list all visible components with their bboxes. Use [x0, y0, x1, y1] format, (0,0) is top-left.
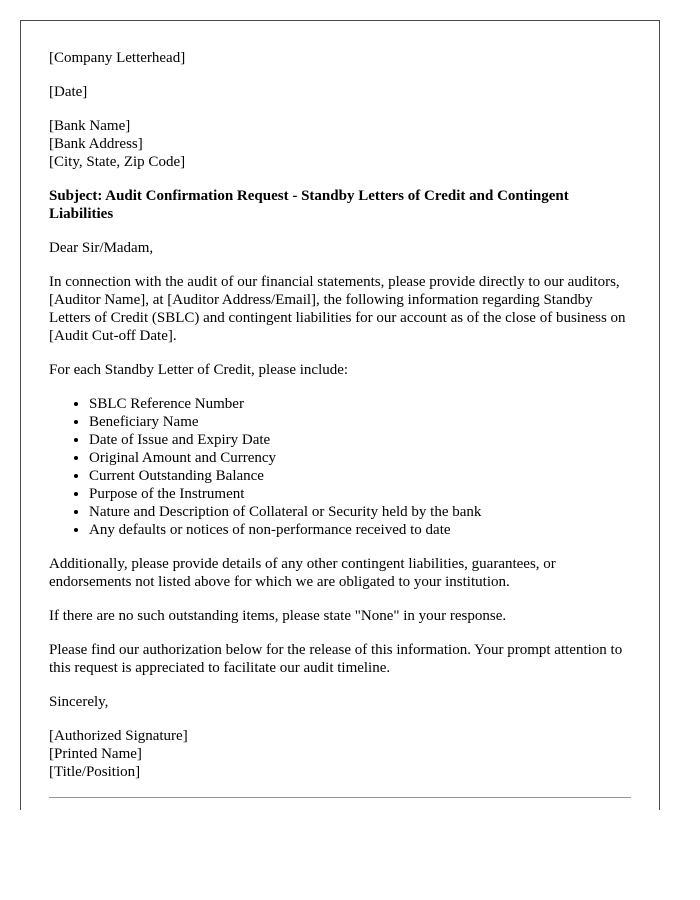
list-item: • Beneficiary Name [89, 413, 631, 431]
list-item: • Current Outstanding Balance [89, 467, 631, 485]
closing: Sincerely, [49, 694, 109, 710]
list-intro: For each Standby Letter of Credit, please include: [49, 362, 349, 378]
list-item: • SBLC Reference Number [89, 395, 631, 413]
list-item: • Date of Issue and Expiry Date [89, 431, 631, 449]
title-position: [Title/Position] [49, 764, 141, 780]
authorized-signature: [Authorized Signature] [49, 728, 188, 744]
footer-divider [49, 797, 631, 798]
requested-info-list [49, 395, 631, 539]
intro-paragraph: In connection with the audit of our financial statements, please provide directly to our auditors, [Auditor Name], at [Auditor Address/Email], the following information regarding Standby Letters of Credit (SBLC) and contingent liabilities for our account as of the close of business on [Audit Cut-off Date]. [49, 274, 626, 344]
none-paragraph: If there are no such outstanding items, please state "None" in your response. [49, 608, 507, 624]
bank-address: [Bank Address] [49, 136, 143, 152]
bank-address-block [49, 117, 631, 171]
list-item: • Original Amount and Currency [89, 449, 631, 467]
authorization-paragraph: Please find our authorization below for the release of this information. Your prompt attention to this request is appreciated to facilitate our audit timeline. [49, 642, 623, 676]
additional-paragraph: Additionally, please provide details of any other contingent liabilities, guarantees, or endorsements not listed above for which we are obligated to your institution. [49, 556, 556, 590]
signature-block [49, 727, 631, 781]
letter-date: [Date] [49, 84, 88, 100]
bank-city: [City, State, Zip Code] [49, 154, 186, 170]
letter-page [20, 20, 660, 810]
subject-line: Subject: Audit Confirmation Request - Standby Letters of Credit and Contingent Liabilities [49, 188, 569, 222]
list-item: • Any defaults or notices of non-performance received to date [89, 521, 631, 539]
bank-name: [Bank Name] [49, 118, 131, 134]
printed-name: [Printed Name] [49, 746, 142, 762]
list-item: • Nature and Description of Collateral or Security held by the bank [89, 503, 631, 521]
list-item: • Purpose of the Instrument [89, 485, 631, 503]
salutation: Dear Sir/Madam, [49, 240, 154, 256]
company-letterhead: [Company Letterhead] [49, 50, 186, 66]
